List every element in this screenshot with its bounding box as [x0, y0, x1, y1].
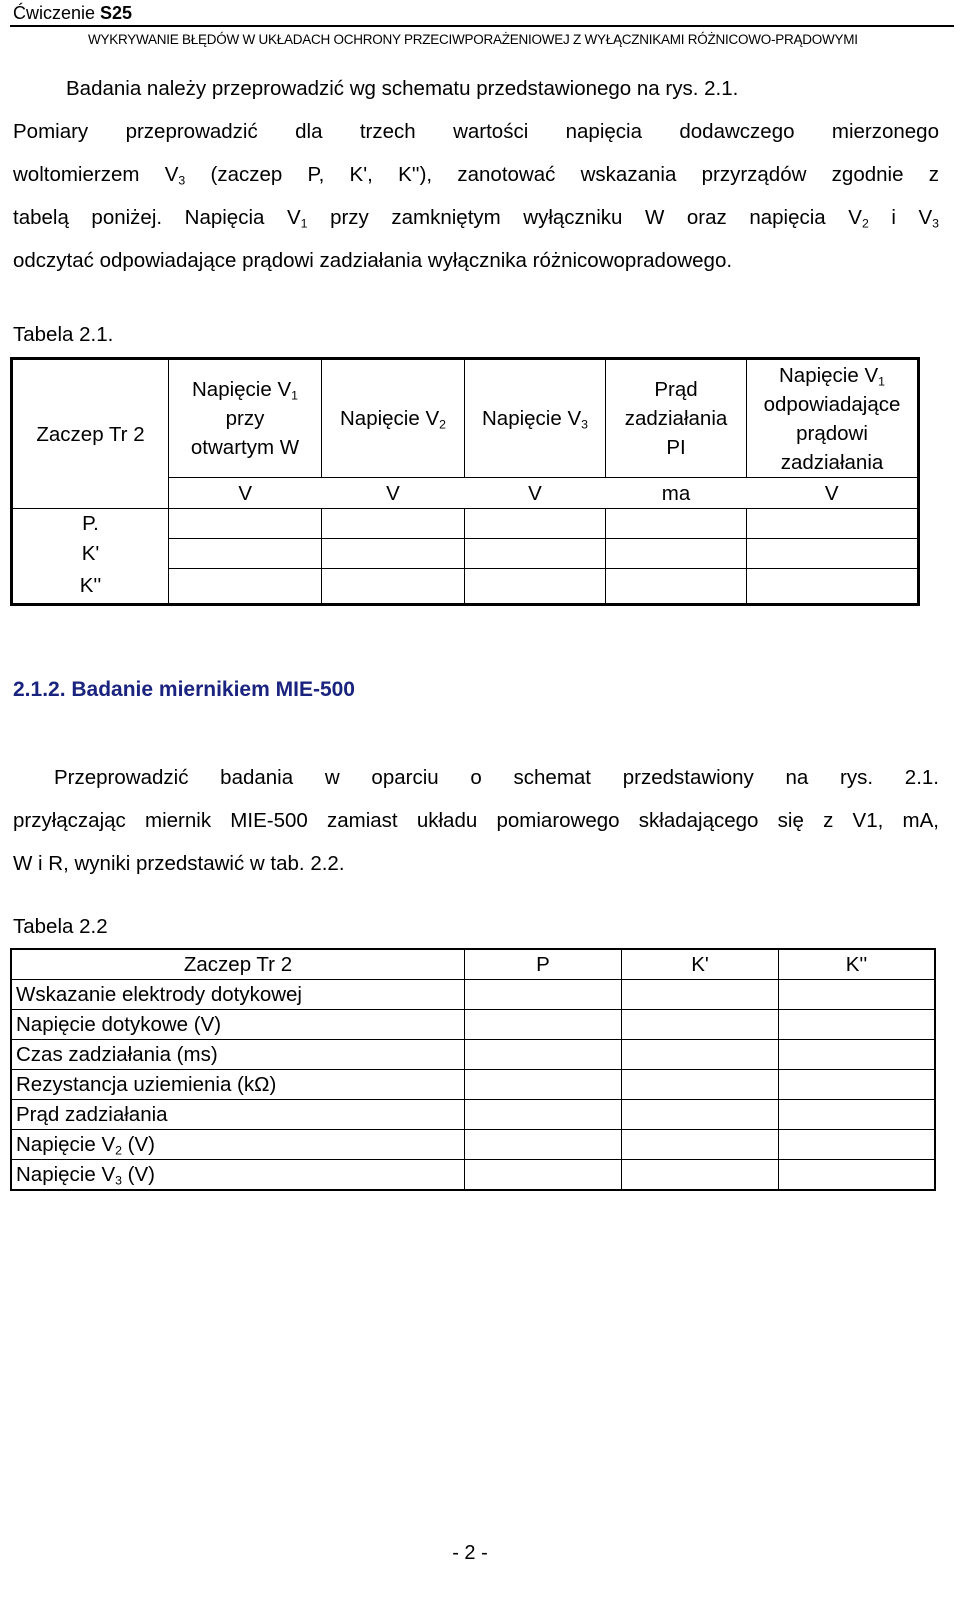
table-2-1 — [10, 357, 920, 606]
data-cell — [322, 569, 465, 605]
exercise-title: Ćwiczenie S25 — [13, 3, 133, 23]
data-cell — [622, 1100, 779, 1130]
section-paragraph — [13, 756, 939, 885]
row-label: Napięcie $V_2$ (V) — [11, 1130, 465, 1160]
table-row — [11, 1070, 935, 1100]
data-cell — [465, 1100, 622, 1130]
data-cell — [779, 1160, 936, 1191]
table-2-label: Tabela 2.2 — [13, 915, 108, 938]
data-cell — [622, 1040, 779, 1070]
section-heading: 2.1.2. Badanie miernikiem MIE-500 — [13, 678, 355, 701]
data-cell — [622, 1160, 779, 1191]
row-label: Napięcie $V_3$ (V) — [11, 1160, 465, 1191]
header-prad: Prąd zadziałania PI — [606, 359, 747, 478]
data-cell — [465, 1040, 622, 1070]
data-cell — [747, 539, 919, 569]
header-v1-resp: Napięcie $V_1$ odpowiadające prądowi zadziałania — [747, 359, 919, 478]
row-label-k2: K'' — [12, 569, 169, 605]
exercise-subtitle: WYKRYWANIE BŁĘDÓW W UKŁADACH OCHRONY PRZECIWPORAŻENIOWEJ Z WYŁĄCZNIKAMI RÓŻNICOWO-PRĄDOWYMI — [88, 32, 858, 47]
data-cell — [779, 1010, 936, 1040]
data-cell — [622, 1130, 779, 1160]
intro-line-1: Badania należy przeprowadzić wg schematu przedstawionego na rys. 2.1. — [66, 77, 739, 100]
table-row — [11, 1010, 935, 1040]
header-k1: K' — [622, 949, 779, 980]
table-row — [11, 1130, 935, 1160]
row-label: Prąd zadziałania — [11, 1100, 465, 1130]
header-zaczep: Zaczep Tr 2 — [11, 949, 465, 980]
data-cell — [169, 569, 322, 605]
data-cell — [169, 539, 322, 569]
table-row — [11, 1100, 935, 1130]
data-cell — [606, 509, 747, 539]
unit-cell: ma — [606, 478, 747, 509]
row-label: Wskazanie elektrody dotykowej — [11, 980, 465, 1010]
row-label: Rezystancja uziemienia (kΩ) — [11, 1070, 465, 1100]
data-cell — [606, 539, 747, 569]
table-2-2 — [10, 948, 936, 1191]
table-1-label: Tabela 2.1. — [13, 323, 114, 346]
data-cell — [747, 569, 919, 605]
intro-line-5: odczytać odpowiadające prądowi zadziałania wyłącznika różnicowopradowego. — [13, 249, 733, 272]
data-cell — [169, 509, 322, 539]
header-p: P — [465, 949, 622, 980]
table-row — [11, 1160, 935, 1191]
unit-cell: V — [747, 478, 919, 509]
header-v2: Napięcie $V_2$ — [322, 359, 465, 478]
data-cell — [322, 509, 465, 539]
data-cell — [779, 1040, 936, 1070]
row-label: Czas zadziałania (ms) — [11, 1040, 465, 1070]
data-cell — [747, 509, 919, 539]
data-cell — [465, 569, 606, 605]
data-cell — [622, 1070, 779, 1100]
header-rule — [10, 25, 954, 27]
intro-line-3: woltomierzem $V_3$ (zaczep P, K', K''), zanotować wskazania przyrządów zgodnie z — [13, 163, 940, 188]
intro-line-2: Pomiary przeprowadzić dla trzech wartości napięcia dodawczego mierzonego — [13, 120, 939, 143]
section-line-1: Przeprowadzić badania w oparciu o schemat przedstawiony na rys. 2.1. — [54, 766, 939, 789]
data-cell — [779, 980, 936, 1010]
data-cell — [322, 539, 465, 569]
data-cell — [465, 1010, 622, 1040]
header-v3: Napięcie $V_3$ — [465, 359, 606, 478]
data-cell — [465, 1070, 622, 1100]
section-line-3: W i R, wyniki przedstawić w tab. 2.2. — [13, 852, 345, 875]
intro-paragraph — [13, 67, 939, 282]
section-line-2: przyłączając miernik MIE-500 zamiast układu pomiarowego składającego się z V1, mA, — [13, 809, 939, 832]
data-cell — [465, 1160, 622, 1191]
row-label-p: P. — [12, 509, 169, 539]
data-cell — [606, 569, 747, 605]
row-label-k1: K' — [12, 539, 169, 569]
table-row — [11, 980, 935, 1010]
data-cell — [779, 1130, 936, 1160]
data-cell — [465, 1130, 622, 1160]
data-cell — [622, 980, 779, 1010]
data-cell — [779, 1070, 936, 1100]
unit-cell: V — [169, 478, 322, 509]
intro-line-4: tabelą poniżej. Napięcia $V_1$ przy zamkniętym wyłączniku W oraz napięcia $V_2$ i $V_3$ — [13, 206, 939, 231]
header-k2: K'' — [779, 949, 936, 980]
unit-cell: V — [322, 478, 465, 509]
data-cell — [465, 509, 606, 539]
data-cell — [779, 1100, 936, 1130]
table-row — [11, 1040, 935, 1070]
header-zaczep: Zaczep Tr 2 — [12, 359, 169, 509]
data-cell — [465, 539, 606, 569]
page-number: - 2 - — [452, 1542, 488, 1564]
header-v1-open: Napięcie $V_1$ przy otwartym W — [169, 359, 322, 478]
row-label: Napięcie dotykowe (V) — [11, 1010, 465, 1040]
unit-cell: V — [465, 478, 606, 509]
data-cell — [622, 1010, 779, 1040]
data-cell — [465, 980, 622, 1010]
